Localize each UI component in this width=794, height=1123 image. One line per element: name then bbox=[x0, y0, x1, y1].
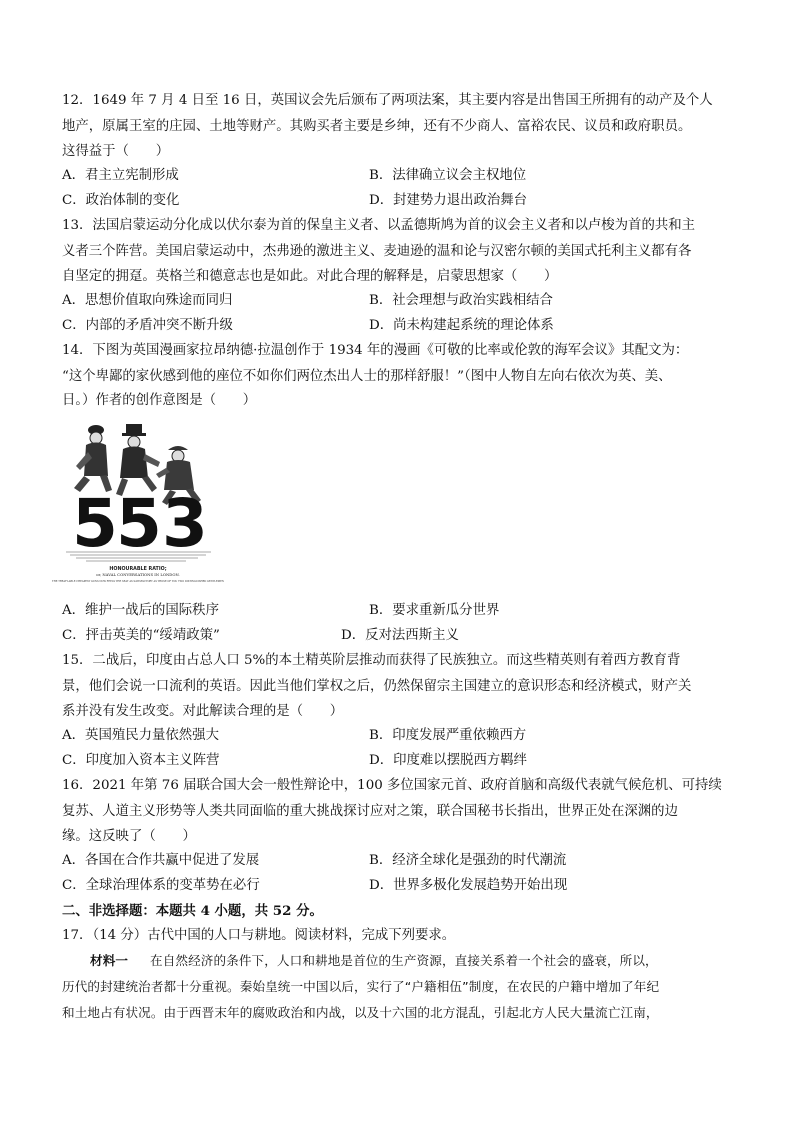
cartoon-digit-3: 3 bbox=[162, 485, 208, 562]
q12-stem-line-2: 地产，原属王室的庄园、土地等财产。其购买者主要是乡绅，还有不少商人、富裕农民、议员和政府职员。 bbox=[62, 119, 692, 134]
q12-option-c: C．政治体制的变化 bbox=[62, 193, 180, 208]
q14-option-d: D．反对法西斯主义 bbox=[341, 628, 459, 643]
cartoon-figure bbox=[52, 418, 224, 588]
q12-stem-line-3: 这得益于（ ） bbox=[62, 144, 170, 159]
q12-option-b: B．法律确立议会主权地位 bbox=[369, 168, 527, 183]
q13-option-a: A．思想价值取向殊途而同归 bbox=[62, 293, 233, 308]
q15-option-d: D．印度难以摆脱西方羁绊 bbox=[369, 753, 528, 768]
q14-option-b: B．要求重新瓜分世界 bbox=[369, 603, 500, 618]
section-2-title: 二、非选择题：本题共 4 小题，共 52 分。 bbox=[62, 903, 323, 919]
cartoon-caption-sub: or, NAVAL CONVERSATIONS IN LONDON. bbox=[96, 572, 180, 577]
q13-option-d: D．尚未构建起系统的理论体系 bbox=[369, 318, 554, 333]
q15-option-c: C．印度加入资本主义阵营 bbox=[62, 753, 220, 768]
q13-stem-line-3: 自坚定的拥趸。英格兰和德意志也是如此。对此合理的解释是，启蒙思想家（ ） bbox=[62, 269, 558, 284]
q17-material-line-2: 历代的封建统治者都十分重视。秦始皇统一中国以后，实行了“户籍相伍”制度，在农民的户籍中增加了年纪 bbox=[62, 979, 660, 994]
cartoon-digit-5-middle: 5 bbox=[116, 485, 162, 562]
cartoon-caption-small: THE TREATY-ABLE CHEAPEST GUNS NOW FEELS THE SEAT AS SATISFACTORY AS THOSE OF YOU TWO DISTINGUISHED GENTLEMEN bbox=[52, 580, 224, 583]
q13-stem-line-1: 13．法国启蒙运动分化成以伏尔泰为首的保皇主义者、以孟德斯鸠为首的议会主义者和以卢梭为首的共和主 bbox=[62, 218, 696, 233]
q12-option-d: D．封建势力退出政治舞台 bbox=[369, 193, 528, 208]
q14-stem-line-1: 14．下图为英国漫画家拉昂纳德·拉温创作于 1934 年的漫画《可敬的比率或伦敦的海军会议》其配文为： bbox=[62, 343, 689, 358]
q13-option-c: C．内部的矛盾冲突不断升级 bbox=[62, 318, 233, 333]
q13-option-b: B．社会理想与政治实践相结合 bbox=[369, 293, 553, 308]
q16-option-c: C．全球治理体系的变革势在必行 bbox=[62, 878, 260, 893]
q17-stem: 17．（14 分）古代中国的人口与耕地。阅读材料，完成下列要求。 bbox=[62, 928, 456, 943]
q15-option-b: B．印度发展严重依赖西方 bbox=[369, 728, 527, 743]
q17-material-line-3: 和土地占有状况。由于西晋末年的腐败政治和内战，以及十六国的北方混乱，引起北方人民大量流亡江南， bbox=[62, 1005, 659, 1020]
q16-stem-line-3: 缘。这反映了（ ） bbox=[62, 829, 196, 844]
cartoon-caption-title: HONOURABLE RATIO; bbox=[109, 567, 167, 572]
cartoon-digit-5-left: 5 bbox=[72, 485, 118, 562]
q15-stem-line-1: 15．二战后，印度由占总人口 5%的本土精英阶层推动而获得了民族独立。而这些精英则有着西方教育背 bbox=[62, 653, 681, 668]
q15-option-a: A．英国殖民力量依然强大 bbox=[62, 728, 219, 743]
q17-material-line-1: 在自然经济的条件下，人口和耕地是首位的生产资源，直接关系着一个社会的盛衰，所以， bbox=[150, 953, 658, 968]
q12-stem-line-1: 12．1649 年 7 月 4 日至 16 日，英国议会先后颁布了两项法案，其主要内容是出售国王所拥有的动产及个人 bbox=[62, 93, 713, 108]
cartoon-figure-britain bbox=[74, 425, 112, 492]
q14-stem-line-3: 日。）作者的创作意图是（ ） bbox=[62, 393, 257, 408]
q15-stem-line-2: 景，他们会说一口流利的英语。因此当他们掌权之后，仍然保留宗主国建立的意识形态和经济模式，财产关 bbox=[62, 679, 692, 694]
q16-option-a: A．各国在合作共赢中促进了发展 bbox=[62, 853, 260, 868]
q14-stem-line-2: “这个卑鄙的家伙感到他的座位不如你们两位杰出人士的那样舒服！”（图中人物自左向右依次为英、美、 bbox=[62, 369, 672, 384]
q14-option-c: C．抨击英美的“绥靖政策” bbox=[62, 628, 220, 643]
q16-option-b: B．经济全球化是强劲的时代潮流 bbox=[369, 853, 567, 868]
q16-stem-line-2: 复苏、人道主义形势等人类共同面临的重大挑战探讨应对之策，联合国秘书长指出，世界正处在深渊的边 bbox=[62, 804, 678, 819]
q12-option-a: A．君主立宪制形成 bbox=[62, 168, 179, 183]
q15-stem-line-3: 系并没有发生改变。对此解读合理的是（ ） bbox=[62, 704, 344, 719]
q13-stem-line-2: 义者三个阵营。美国启蒙运动中，杰弗逊的激进主义、麦迪逊的温和论与汉密尔顿的美国式托利主义都有各 bbox=[62, 244, 692, 259]
naval-conference-cartoon bbox=[52, 418, 224, 588]
q17-material-label: 材料一 bbox=[90, 953, 129, 968]
q14-option-a: A．维护一战后的国际秩序 bbox=[62, 603, 219, 618]
q16-option-d: D．世界多极化发展趋势开始出现 bbox=[369, 878, 568, 893]
q16-stem-line-1: 16．2021 年第 76 届联合国大会一般性辩论中，100 多位国家元首、政府首脑和高级代表就气候危机、可持续 bbox=[62, 778, 722, 793]
